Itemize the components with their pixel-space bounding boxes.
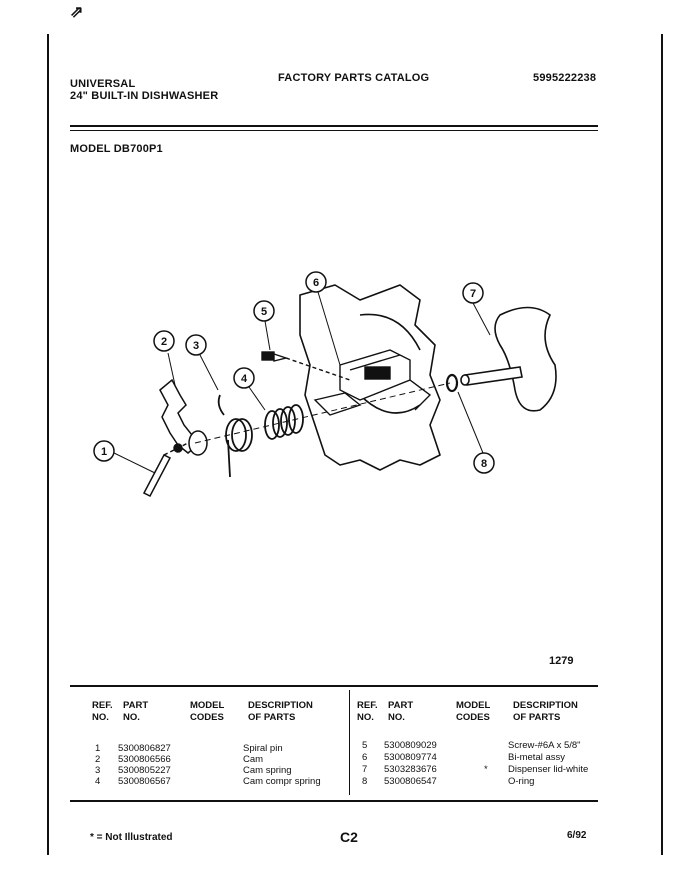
callout-2-label: 2 <box>160 336 168 348</box>
callout-7-label: 7 <box>469 288 477 300</box>
table-top-rule <box>70 685 598 687</box>
table-row-ref: 5 <box>362 740 368 751</box>
callout-8-label: 8 <box>480 458 488 470</box>
table-row-desc: Screw-#6A x 5/8" <box>508 740 581 751</box>
table-row-desc: Cam spring <box>243 765 292 776</box>
col-ref-no: REF. NO. <box>92 700 113 723</box>
table-row-desc: Spiral pin <box>243 743 283 754</box>
col-model-codes-right: MODEL CODES <box>456 700 491 723</box>
table-divider <box>349 690 350 795</box>
model-label: MODEL DB700P1 <box>70 143 163 155</box>
table-row-ref: 6 <box>362 752 368 763</box>
col-model-codes: MODEL CODES <box>190 700 225 723</box>
date-code: 6/92 <box>567 830 587 841</box>
table-row-part: 5303283676 <box>384 764 437 775</box>
table-row-part: 5300806827 <box>118 743 171 754</box>
callout-5-label: 5 <box>260 306 268 318</box>
callout-1-label: 1 <box>100 446 108 458</box>
figure-number: 1279 <box>549 655 574 667</box>
col-part-no: PART NO. <box>123 700 149 723</box>
table-row-part: 5300805227 <box>118 765 171 776</box>
table-row-part: 5300806567 <box>118 776 171 787</box>
catalog-number: 5995222238 <box>533 72 597 84</box>
table-row-part: 5300809029 <box>384 740 437 751</box>
catalog-title: FACTORY PARTS CATALOG <box>278 72 430 84</box>
callout-6-label: 6 <box>312 277 320 289</box>
table-row-ref: 7 <box>362 764 368 775</box>
cam <box>160 380 207 455</box>
corner-mark-icon: ⇗ <box>70 4 84 21</box>
table-row-part: 5300806547 <box>384 776 437 787</box>
callout-4-label: 4 <box>240 373 248 385</box>
brand-title: UNIVERSAL <box>70 78 136 90</box>
table-row-part: 5300809774 <box>384 752 437 763</box>
product-title: 24" BUILT-IN DISHWASHER <box>70 90 219 102</box>
col-description: DESCRIPTION OF PARTS <box>248 700 313 723</box>
dispenser-lid <box>461 308 556 411</box>
table-row-desc: Bi-metal assy <box>508 752 566 763</box>
table-row-desc: O-ring <box>508 776 535 787</box>
header-rule <box>70 125 598 127</box>
not-illustrated-note: * = Not Illustrated <box>90 832 173 843</box>
table-row-codes: * <box>484 764 488 775</box>
col-description-right: DESCRIPTION OF PARTS <box>513 700 578 723</box>
table-row-ref: 1 <box>95 743 101 754</box>
table-row-ref: 3 <box>95 765 101 776</box>
table-row-ref: 8 <box>362 776 368 787</box>
table-row-ref: 2 <box>95 754 101 765</box>
table-row-desc: Dispenser lid-white <box>508 764 589 775</box>
col-part-no-right: PART NO. <box>388 700 414 723</box>
page-number: C2 <box>340 829 358 845</box>
header-rule-thin <box>70 130 598 131</box>
col-ref-no-right: REF. NO. <box>357 700 378 723</box>
exploded-parts-diagram <box>60 255 620 525</box>
table-row-part: 5300806566 <box>118 754 171 765</box>
callout-3-label: 3 <box>192 340 200 352</box>
table-row-ref: 4 <box>95 776 101 787</box>
table-bottom-rule <box>70 800 598 802</box>
cam-spring <box>219 395 252 477</box>
table-row-desc: Cam compr spring <box>243 776 321 787</box>
table-row-desc: Cam <box>243 754 264 765</box>
